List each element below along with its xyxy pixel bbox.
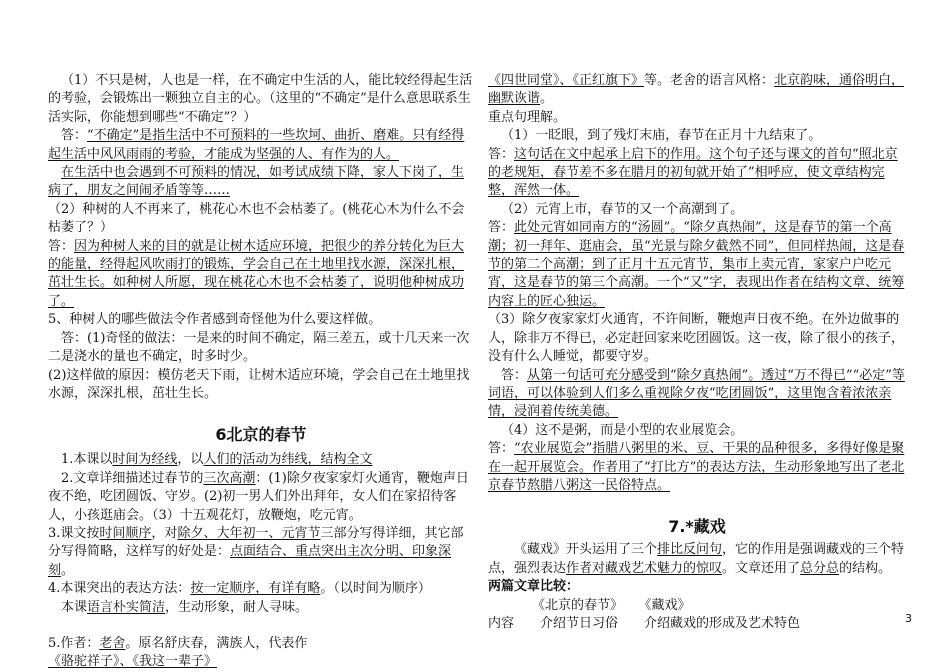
paragraph-q2: （2）种树的人不再来了，桃花心木也不会枯萎了。(桃花心木为什么不会枯萎了？） [48,201,465,236]
lesson6-point3 [48,525,474,580]
text: 。原名舒庆春，满族人，代表作 [125,635,308,651]
sentence-4: （4）这不是粥，而是小型的农业展览会。 [501,422,744,438]
answer-sentence-1 [488,146,906,201]
lesson-6-title: 6北京的春节 [215,425,307,445]
answer-prefix: 答： [48,238,75,254]
answer-sentence-3 [488,367,906,422]
text: 等。老舍的语言风格： [644,73,775,88]
key-term: 三次高潮 [203,470,256,486]
right-column [488,72,906,633]
left-column [48,72,474,672]
sentence-2: （2）元宵上市，春节的又一个高潮到了。 [501,201,744,217]
text: ，对 [151,525,178,541]
page-number: 3 [905,612,912,625]
text: 。文章还用了 [722,560,801,576]
answer-sentence-2 [488,219,906,311]
text: 3.课文按 [48,525,100,541]
answer-text: 此处元宵如同南方的“汤圆”。“除夕真热闹”，这是春节的第一个高潮；初一拜年、逛庙会，虽“光景与除夕截然不同”，但同样热闹，这是春节的第二个高潮；到了正月十五元宵节，集市上卖元宵，家家户户吃元宵，这是春节的第三个高潮。一个“又”字，表现出作者在结构文章、统筹内容上的匠心独运。 [488,220,905,309]
key-term: 按一定顺序，有详有略 [190,581,321,597]
text: 。 [61,562,75,578]
table-cell: 介绍藏戏的形成及艺术特色 [644,615,801,631]
table-cell: 介绍节日习俗 [540,615,619,631]
answer-q2 [48,238,474,312]
key-sentences-heading: 重点句理解。 [488,109,567,125]
text: 《藏戏》开头运用了三个 [514,542,658,558]
key-term: 时间为经线 [112,452,178,468]
text: 的结构。 [839,560,892,576]
key-term: 《四世同堂》、《正红旗下》 [488,73,645,88]
key-term: 北京韵味，通俗明白，幽默诙谐 [488,73,905,107]
lesson6-language [48,599,474,617]
column-header: 《北京的春节》 [532,597,624,613]
lesson6-point4 [48,580,474,598]
column-header: 《藏戏》 [645,597,691,613]
key-term: 语言朴实简洁 [87,599,166,615]
answer-text: “农业展览会”指腊八粥里的米、豆、干果的品种很多，多得好像是聚在一起开展览会。作者用了“打比方”的表达方法，生动形象地写出了老北京春节熬腊八粥这一民俗特点。 [488,441,905,493]
answer-q1-extra [48,164,474,201]
answer-prefix: 答： [61,128,88,144]
comparison-table-row [488,615,906,633]
answer-text: 因为种树人来的目的就是让树木适应环境，把很少的养分转化为巨大的能量，经得起风吹雨打的锻炼，学会自己在土地里找水源，深深扎根，茁壮生长。如种树人所愿，现在桃花心木也不会枯萎了，说明他种树成功了。 [48,238,465,309]
answer-5-part2: (2)这样做的原因：模仿老天下雨，让树木适应环境，学会自己在土地里找水源，深深扎根，茁壮生长。 [48,367,470,401]
key-term: 总分总 [800,560,840,576]
key-term: 作者对藏戏艺术魅力的惊叹 [566,560,723,576]
answer-text: 从第一句话可充分感受到“除夕真热闹”。透过“万不得已”“必定”等词语，可以体验到人们多么重视除夕夜“吃团圆饭”，这里饱含着浓浓亲情，浸润着传统美德。 [488,367,905,420]
text: 。 [540,91,554,107]
comparison-heading: 两篇文章比较： [488,579,580,595]
key-term: 排比反问句 [657,542,723,558]
text: ：(1)除夕夜家家灯火通宵，鞭炮声日夜不绝，吃团圆饭、守岁。(2)初一男人们外出拜年，女人们在家招待客人，小孩逛庙会。（3）十五观花灯，放鞭炮，吃元宵。 [48,470,469,523]
key-term: 《骆驼祥子》、《我这一辈子》 [48,654,218,670]
text: ，生动形象，耐人寻味。 [165,599,309,615]
text: ，它的作用是强调藏戏的三个特点，强烈表达 [488,542,905,576]
key-term: 点面结合、重点突出主次分明、印象深刻 [48,544,452,578]
text: 2.文章详细描述过春节的 [61,470,204,486]
text: ，以 [177,452,204,468]
answer-prefix: 答： [501,367,528,383]
question-5: 5、种树人的哪些做法令作者感到奇怪他为什么要这样做。 [48,312,382,328]
text: 。（以时间为顺序） [320,581,431,597]
answer-text: 这句话在文中起承上启下的作用。这个句子还与课文的首句“照北京的老规矩，春节差不多在腊月的初旬就开始了”相呼应，使文章结构完整，浑然一体。 [488,146,898,199]
lesson6-point1 [48,451,474,469]
sentence-3: （3）除夕夜家家灯火通宵，不许间断，鞭炮声日夜不绝。在外边做事的人，除非万不得已，必定赶回家来吃团圆饭。这一夜，除了很小的孩子，没有什么人睡觉，都要守岁。 [488,312,905,365]
key-term: 人们的活动为纬线，结构全文 [203,452,373,468]
lesson7-summary [488,541,906,578]
key-term: 老舍 [99,635,126,651]
lesson6-point2 [48,470,474,525]
answer-prefix: 答： [488,220,515,236]
text: 5.作者： [48,635,100,651]
row-label: 内容 [488,615,515,631]
answer-prefix: 答： [488,146,515,162]
answer-prefix: 答： [488,441,515,457]
author-works-continued [488,72,906,109]
lesson6-author [48,635,474,672]
text: 1.本课以 [61,452,113,468]
text: 4.本课突出的表达方法： [48,581,191,597]
text: 本课 [61,599,88,615]
answer-5-part1: 答：(1)奇怪的做法：一是来的时间不确定，隔三差五，或十几天来一次二是浇水的量也不确定，时多时少。 [48,330,470,365]
key-term: 除夕、大年初一、元宵节 [177,525,321,541]
paragraph-q1: （1）不只是树，人也是一样，在不确定中生活的人，能比较经得起生活的考验，会锻炼出一颗独立自主的心。（这里的“不确定”是什么意思联系生活实际，你能想到哪些“不确定”？） [48,73,473,125]
key-term: 时间顺序 [99,525,152,541]
answer-q1 [48,127,474,164]
comparison-table-header [488,597,906,615]
answer-text: 在生活中也会遇到不可预料的情况，如考试成绩下降，家人下岗了，生病了，朋友之间闹矛盾等等…… [48,165,465,199]
text: 三部分写得详细，其它部分写得简略，这样写的好处是： [48,525,464,560]
sentence-1: （1）一眨眼，到了残灯末庙，春节在正月十九结束了。 [501,128,822,144]
answer-sentence-4 [488,440,906,495]
lesson-7-title: 7.*藏戏 [668,517,726,537]
answer-text: “不确定”是指生活中不可预料的一些坎坷、曲折、磨难。只有经得起生活中风风雨雨的考验，才能成为坚强的人、有作为的人。 [48,128,465,162]
